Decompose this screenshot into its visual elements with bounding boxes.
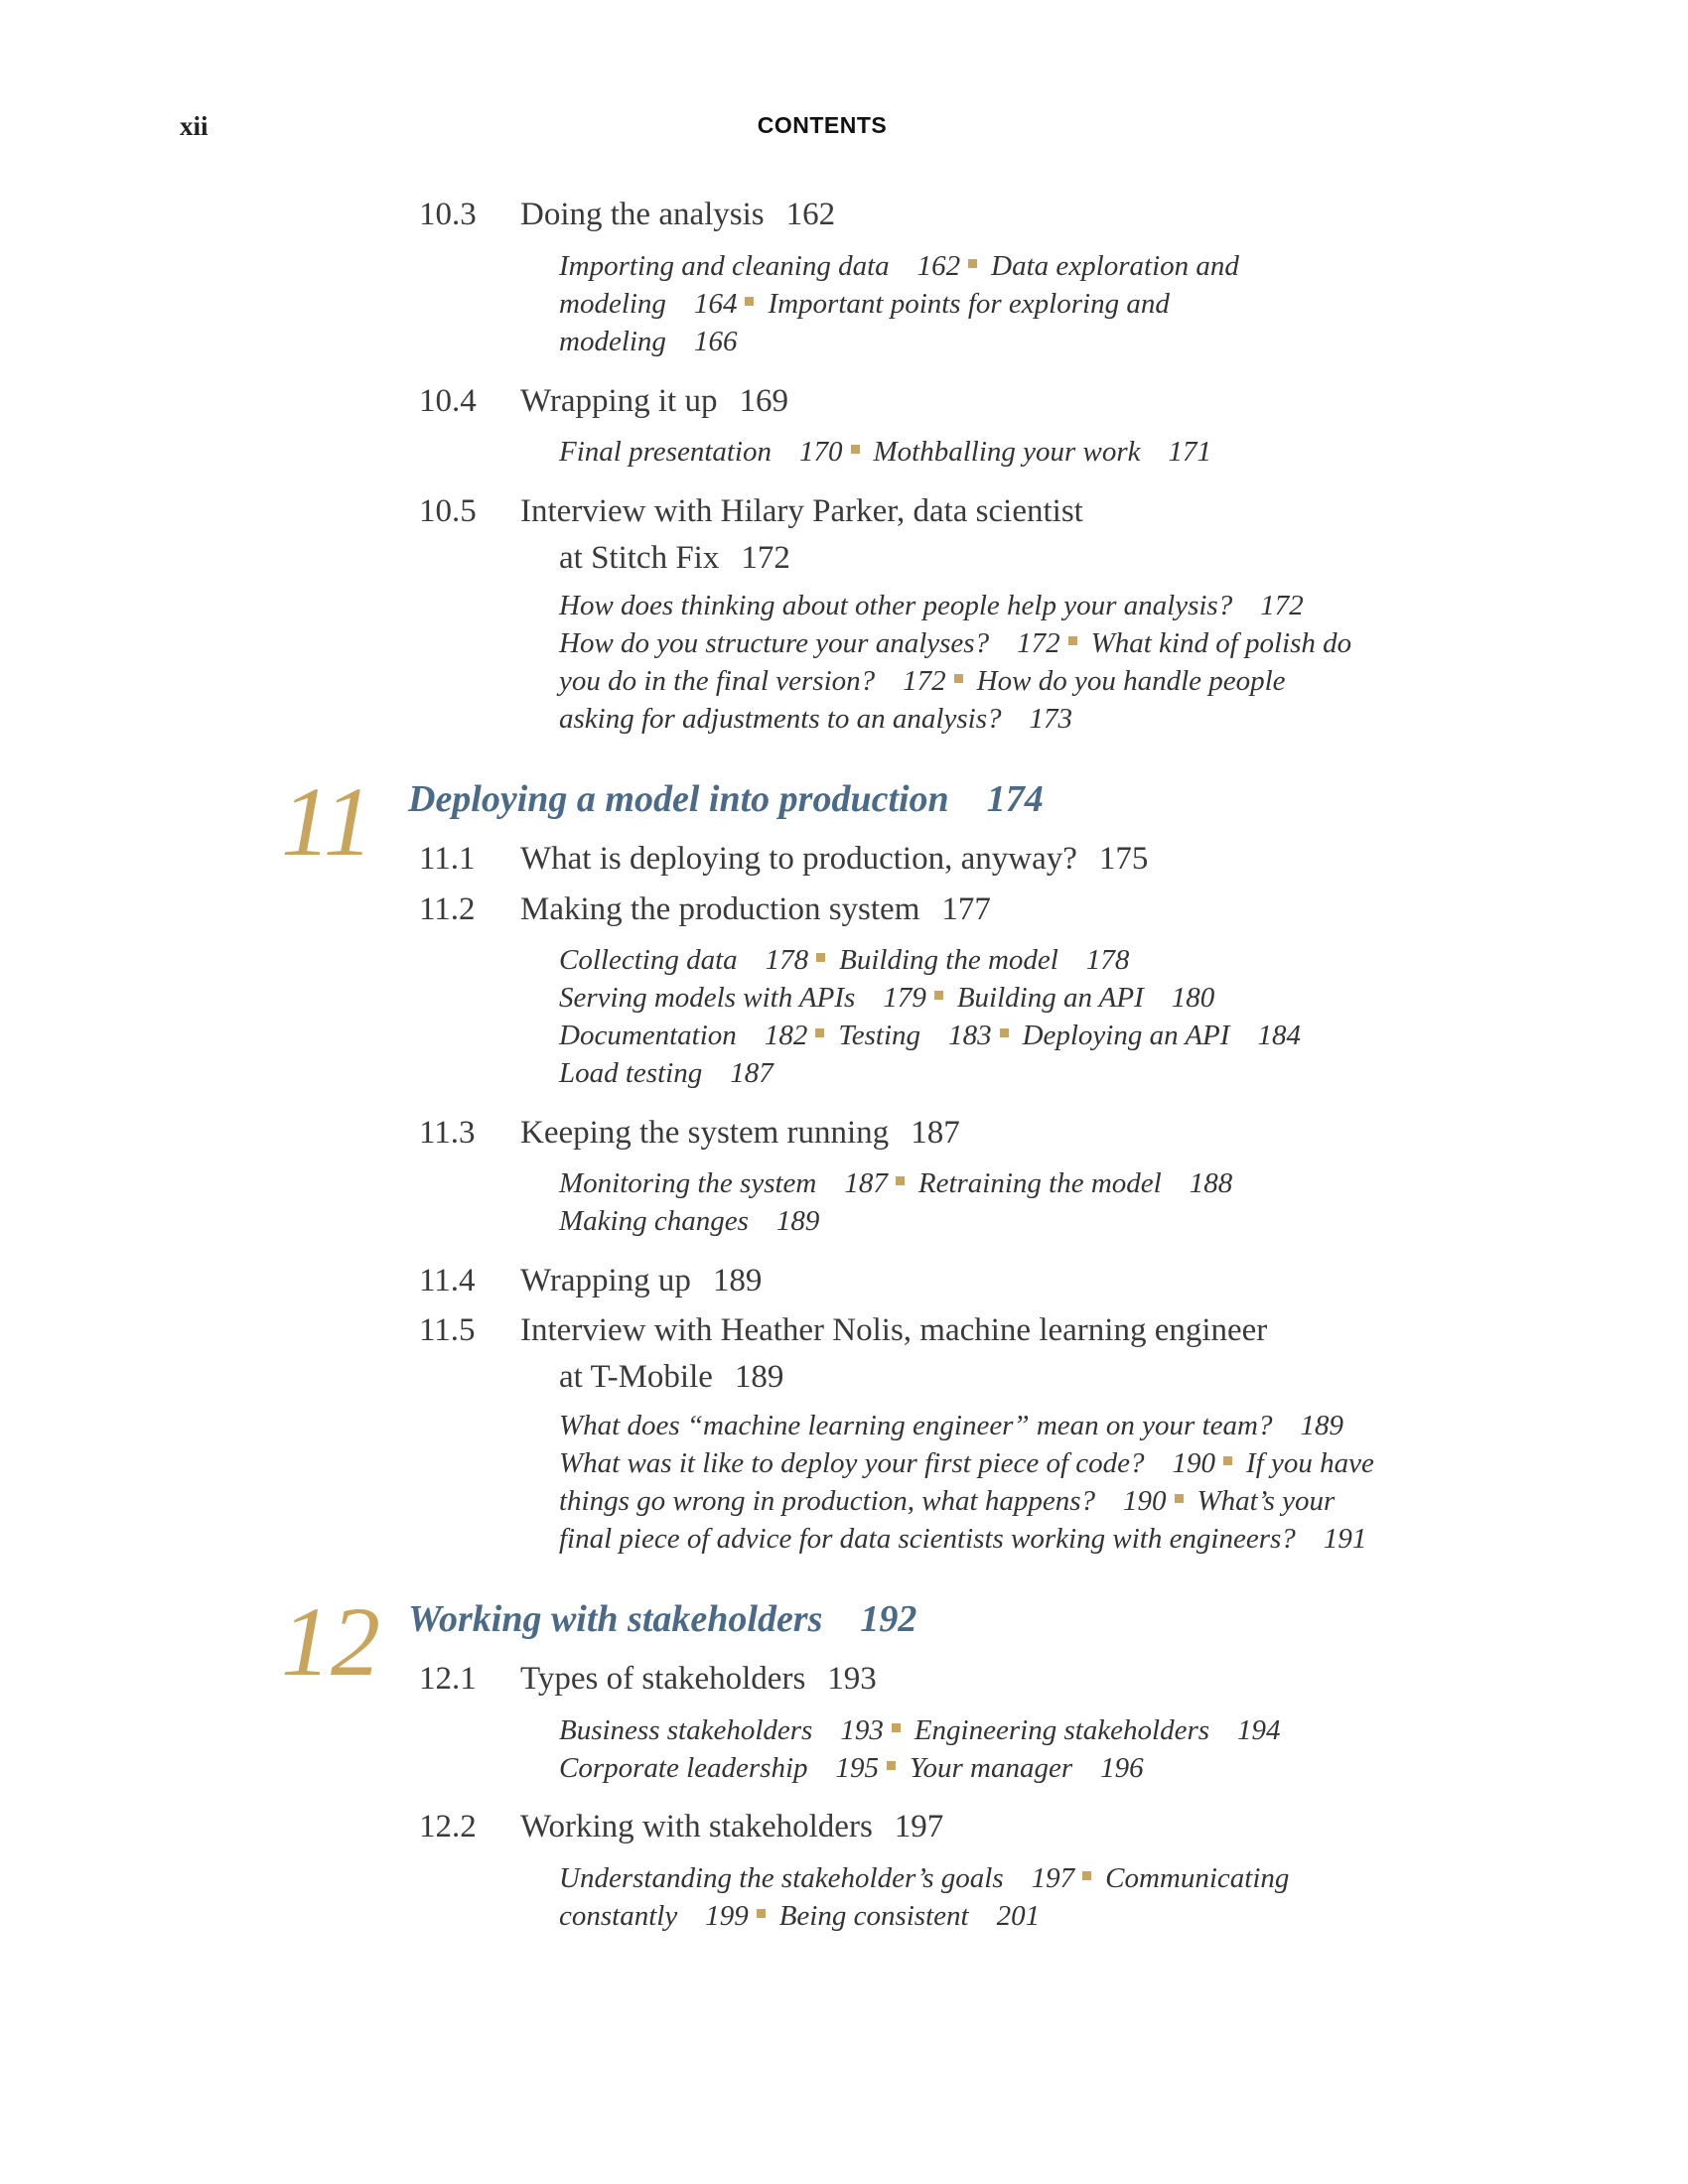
section-number: 10.3 xyxy=(419,197,477,232)
subsection-link[interactable]: Communicating xyxy=(1105,1862,1290,1894)
section-number: 11.3 xyxy=(419,1115,476,1151)
subsection-link[interactable]: asking for adjustments to an analysis? xyxy=(559,703,1002,735)
subsection-link[interactable]: Monitoring the system xyxy=(559,1167,817,1199)
page-number: 201 xyxy=(996,1900,1041,1932)
section-title-text: Interview with Heather Nolis, machine learning engineer xyxy=(520,1312,1268,1348)
subsection-link[interactable]: constantly xyxy=(559,1900,678,1932)
bullet-icon xyxy=(1068,636,1077,645)
chapter-title[interactable] xyxy=(408,1597,916,1641)
page-number: 175 xyxy=(1098,841,1149,877)
subsection-line xyxy=(559,1407,1343,1444)
section-title-text: at T-Mobile xyxy=(559,1359,713,1395)
chapter-number: 12 xyxy=(281,1586,380,1697)
bullet-icon xyxy=(815,1028,824,1037)
page-number: 172 xyxy=(741,540,790,576)
subsection-link[interactable]: Being consistent xyxy=(778,1900,969,1932)
section-title[interactable] xyxy=(520,1312,1267,1349)
subsection-line xyxy=(559,323,737,360)
section-title[interactable] xyxy=(520,197,835,233)
subsection-line xyxy=(559,662,1286,700)
section-title-text: Keeping the system running xyxy=(520,1115,890,1151)
page-number: 169 xyxy=(739,383,788,419)
page-number: 199 xyxy=(705,1900,749,1932)
subsection-line xyxy=(559,1444,1374,1482)
bullet-icon xyxy=(757,1909,766,1918)
page-number: 170 xyxy=(799,436,843,468)
section-title[interactable] xyxy=(520,1809,943,1845)
page-number: 179 xyxy=(883,982,926,1014)
section-title-text: Doing the analysis xyxy=(520,197,765,232)
page-folio: xii xyxy=(180,111,209,141)
page-number: 178 xyxy=(1085,944,1130,976)
page-number: 189 xyxy=(712,1263,763,1298)
section-title[interactable] xyxy=(520,493,1083,530)
bullet-icon xyxy=(1000,1028,1009,1037)
page-number: 162 xyxy=(785,197,836,232)
subsection-link[interactable]: Deploying an API xyxy=(1022,1020,1230,1051)
subsection-line xyxy=(559,979,1214,1017)
chapter-title-text: Deploying a model into production xyxy=(408,778,949,820)
subsection-link[interactable]: Documentation xyxy=(559,1020,737,1051)
page-number: 189 xyxy=(775,1205,820,1237)
subsection-link[interactable]: things go wrong in production, what happens? xyxy=(559,1485,1096,1517)
section-title[interactable] xyxy=(520,1263,762,1299)
subsection-link[interactable]: How do you handle people xyxy=(976,665,1286,697)
subsection-link[interactable]: modeling xyxy=(559,326,666,357)
section-title[interactable] xyxy=(520,891,991,928)
subsection-link[interactable]: Business stakeholders xyxy=(559,1714,813,1746)
subsection-line xyxy=(559,1859,1289,1897)
subsection-link[interactable]: modeling xyxy=(559,288,666,320)
page-number: 173 xyxy=(1029,703,1072,735)
chapter-title[interactable] xyxy=(408,777,1044,821)
page-number: 197 xyxy=(1031,1862,1075,1894)
subsection-line xyxy=(559,1520,1366,1558)
subsection-line xyxy=(559,1202,819,1240)
section-title[interactable] xyxy=(520,1115,960,1152)
page-number: 188 xyxy=(1189,1167,1233,1199)
bullet-icon xyxy=(745,297,754,306)
bullet-icon xyxy=(892,1723,901,1732)
subsection-link[interactable]: Important points for exploring and xyxy=(768,288,1170,320)
subsection-link[interactable]: Testing xyxy=(838,1020,921,1051)
page-number: 189 xyxy=(734,1359,784,1395)
subsection-link[interactable]: Building an API xyxy=(956,982,1144,1014)
section-number: 11.2 xyxy=(419,891,476,927)
subsection-link[interactable]: Retraining the model xyxy=(917,1167,1162,1199)
page-number: 183 xyxy=(948,1020,992,1051)
page-number: 187 xyxy=(844,1167,888,1199)
section-title-text: Types of stakeholders xyxy=(520,1661,806,1697)
subsection-line xyxy=(559,587,1304,624)
section-title-text: Making the production system xyxy=(520,891,920,927)
bullet-icon xyxy=(934,991,943,1000)
subsection-link[interactable]: What does “machine learning engineer” mean on your team? xyxy=(559,1410,1273,1441)
bullet-icon xyxy=(1223,1456,1232,1465)
subsection-line xyxy=(559,624,1351,662)
subsection-line xyxy=(559,1054,774,1092)
section-number: 11.5 xyxy=(419,1312,476,1348)
page-number: 190 xyxy=(1123,1485,1167,1517)
subsection-link[interactable]: Final presentation xyxy=(559,436,772,468)
section-number: 11.4 xyxy=(419,1263,476,1298)
subsection-line xyxy=(559,1711,1281,1749)
section-number: 12.2 xyxy=(419,1809,477,1844)
page-number: 171 xyxy=(1168,436,1212,468)
subsection-line xyxy=(559,247,1239,285)
page-number: 194 xyxy=(1237,1714,1281,1746)
subsection-link[interactable]: Your manager xyxy=(910,1752,1073,1784)
subsection-link[interactable]: How does thinking about other people help your analysis? xyxy=(559,590,1233,621)
subsection-line xyxy=(559,1749,1144,1787)
page-number: 162 xyxy=(916,250,961,282)
page-number: 195 xyxy=(835,1752,880,1784)
chapter-title-text: Working with stakeholders xyxy=(408,1598,823,1640)
subsection-link[interactable]: Load testing xyxy=(559,1057,703,1089)
page-number: 172 xyxy=(1017,627,1060,659)
section-title[interactable] xyxy=(520,841,1148,878)
section-title-text: Wrapping it up xyxy=(520,383,718,419)
page-number: 178 xyxy=(765,944,809,976)
subsection-line xyxy=(559,1482,1335,1520)
subsection-line xyxy=(559,1017,1301,1054)
bullet-icon xyxy=(954,674,963,683)
section-title[interactable] xyxy=(520,1661,877,1698)
bullet-icon xyxy=(816,953,825,962)
section-title-continued[interactable] xyxy=(559,1359,783,1396)
section-number: 10.4 xyxy=(419,383,477,419)
bullet-icon xyxy=(1175,1494,1184,1503)
section-title-text: at Stitch Fix xyxy=(559,540,720,576)
subsection-link[interactable]: Mothballing your work xyxy=(873,436,1141,468)
section-title-continued[interactable] xyxy=(559,540,790,577)
subsection-link[interactable]: you do in the final version? xyxy=(559,665,876,697)
subsection-link[interactable]: Serving models with APIs xyxy=(559,982,856,1014)
bullet-icon xyxy=(968,259,977,268)
page-number: 193 xyxy=(827,1661,877,1697)
subsection-link[interactable]: Importing and cleaning data xyxy=(559,250,890,282)
subsection-line xyxy=(559,1897,1040,1935)
page-number: 164 xyxy=(693,288,738,320)
section-title[interactable] xyxy=(520,383,788,420)
page-number: 192 xyxy=(860,1598,917,1640)
bullet-icon xyxy=(1082,1871,1091,1880)
bullet-icon xyxy=(851,445,860,454)
page-number: 172 xyxy=(903,665,946,697)
page-number: 196 xyxy=(1100,1752,1144,1784)
page-number: 174 xyxy=(986,778,1044,820)
subsection-line xyxy=(559,700,1072,738)
subsection-link[interactable]: Understanding the stakeholder’s goals xyxy=(559,1862,1004,1894)
subsection-link[interactable]: What kind of polish do xyxy=(1090,627,1352,659)
page-number: 184 xyxy=(1257,1020,1301,1051)
page-number: 193 xyxy=(840,1714,884,1746)
subsection-link[interactable]: What’s your xyxy=(1196,1485,1336,1517)
page-number: 177 xyxy=(941,891,991,927)
section-number: 11.1 xyxy=(419,841,476,877)
section-title-text: Working with stakeholders xyxy=(520,1809,873,1844)
page-number: 189 xyxy=(1300,1410,1343,1441)
page-number: 197 xyxy=(894,1809,944,1844)
section-title-text: What is deploying to production, anyway? xyxy=(520,841,1077,877)
page-number: 187 xyxy=(911,1115,960,1151)
subsection-link[interactable]: Engineering stakeholders xyxy=(914,1714,1210,1746)
subsection-link[interactable]: If you have xyxy=(1246,1447,1374,1479)
subsection-line xyxy=(559,1164,1232,1202)
subsection-link[interactable]: Making changes xyxy=(559,1205,749,1237)
page-number: 182 xyxy=(764,1020,808,1051)
subsection-link[interactable]: What was it like to deploy your first piece of code? xyxy=(559,1447,1145,1479)
bullet-icon xyxy=(896,1176,905,1185)
chapter-number: 11 xyxy=(281,766,373,877)
page-number: 180 xyxy=(1171,982,1215,1014)
subsection-line xyxy=(559,941,1129,979)
running-head: CONTENTS xyxy=(757,112,888,138)
subsection-link[interactable]: Building the model xyxy=(839,944,1058,976)
page-number: 191 xyxy=(1323,1523,1367,1555)
page-number: 172 xyxy=(1260,590,1304,621)
page-number: 190 xyxy=(1172,1447,1216,1479)
section-title-text: Interview with Hilary Parker, data scientist xyxy=(520,493,1083,529)
bullet-icon xyxy=(887,1761,896,1770)
section-number: 10.5 xyxy=(419,493,477,529)
subsection-link[interactable]: Collecting data xyxy=(559,944,738,976)
section-number: 12.1 xyxy=(419,1661,477,1697)
section-title-text: Wrapping up xyxy=(520,1263,691,1298)
subsection-link[interactable]: How do you structure your analyses? xyxy=(559,627,990,659)
subsection-link[interactable]: final piece of advice for data scientists working with engineers? xyxy=(559,1523,1296,1555)
page-number: 187 xyxy=(730,1057,774,1089)
page-number: 166 xyxy=(693,326,738,357)
subsection-line xyxy=(559,433,1211,471)
subsection-link[interactable]: Corporate leadership xyxy=(559,1752,808,1784)
subsection-line xyxy=(559,285,1170,323)
subsection-link[interactable]: Data exploration and xyxy=(991,250,1239,282)
